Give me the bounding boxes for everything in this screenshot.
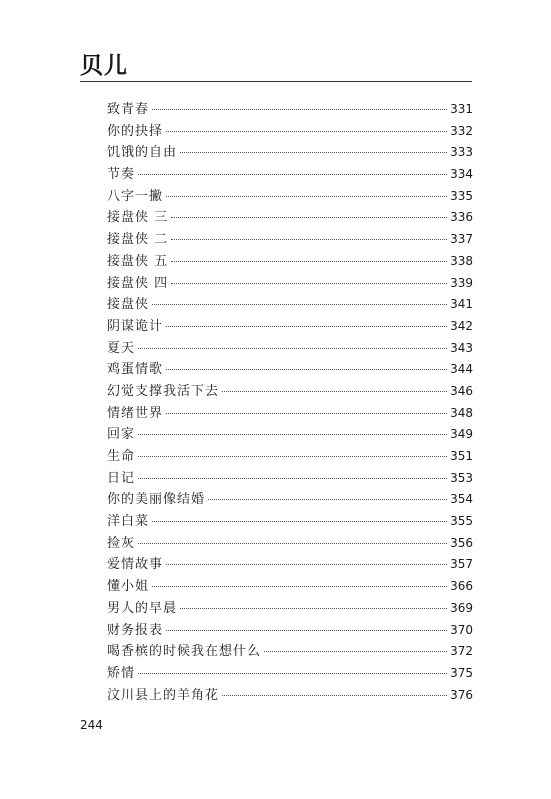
toc-entry-page: 366 xyxy=(450,579,473,594)
toc-entry xyxy=(107,141,473,163)
toc-entry-title: 饥饿的自由 xyxy=(107,145,178,161)
toc-entry-page: 341 xyxy=(450,297,473,312)
toc-entry-title: 接盘侠 xyxy=(107,297,150,313)
toc-entry xyxy=(107,553,473,575)
toc-entry-title: 接盘侠 五 xyxy=(107,253,169,269)
toc-entry-page: 339 xyxy=(450,275,473,290)
toc-entry xyxy=(107,597,473,619)
toc-entry-page: 375 xyxy=(450,665,473,680)
toc-entry-title: 阴谋诡计 xyxy=(107,318,164,334)
toc-entry-title: 幻觉支撑我活下去 xyxy=(107,383,220,399)
toc-entry-page: 351 xyxy=(450,449,473,463)
toc-entry-page: 336 xyxy=(450,210,473,225)
toc-leader-dots xyxy=(166,630,447,631)
toc-entry xyxy=(107,98,473,120)
header-rule xyxy=(80,81,472,82)
toc-entry-page: 335 xyxy=(450,188,473,203)
toc-leader-dots xyxy=(152,304,447,305)
toc-leader-dots xyxy=(138,174,447,175)
toc-leader-dots xyxy=(166,369,447,370)
toc-entry-title: 日记 xyxy=(107,470,136,486)
toc-entry xyxy=(107,358,473,380)
toc-leader-dots xyxy=(166,131,447,132)
toc-leader-dots xyxy=(152,521,447,522)
toc-entry-title: 情绪世界 xyxy=(107,405,164,421)
toc-entry-title: 矫情 xyxy=(107,665,136,681)
toc-leader-dots xyxy=(180,152,447,153)
toc-leader-dots xyxy=(171,283,447,284)
toc-entry-page: 355 xyxy=(450,514,473,529)
table-of-contents xyxy=(107,98,473,705)
toc-entry-page: 357 xyxy=(450,557,473,572)
toc-entry-title: 爱情故事 xyxy=(107,557,164,573)
toc-entry xyxy=(107,684,473,706)
section-header xyxy=(80,52,472,82)
toc-leader-dots xyxy=(166,326,447,327)
toc-entry-title: 接盘侠 二 xyxy=(107,232,169,248)
toc-entry-title: 你的抉择 xyxy=(107,123,164,139)
toc-entry xyxy=(107,575,473,597)
toc-entry xyxy=(107,250,473,272)
toc-entry-page: 348 xyxy=(450,405,473,420)
toc-entry-title: 致青春 xyxy=(107,102,150,117)
toc-entry-page: 342 xyxy=(450,318,473,333)
toc-entry-page: 369 xyxy=(450,600,473,615)
toc-entry xyxy=(107,185,473,207)
toc-entry xyxy=(107,662,473,684)
toc-entry xyxy=(107,120,473,142)
toc-entry xyxy=(107,272,473,294)
toc-entry-page: 337 xyxy=(450,232,473,247)
toc-entry-page: 338 xyxy=(450,253,473,268)
toc-leader-dots xyxy=(222,391,447,392)
toc-entry xyxy=(107,640,473,662)
toc-entry xyxy=(107,380,473,402)
toc-entry xyxy=(107,510,473,532)
toc-leader-dots xyxy=(264,651,447,652)
toc-leader-dots xyxy=(166,196,447,197)
toc-entry-page: 356 xyxy=(450,535,473,550)
toc-entry-page: 333 xyxy=(450,145,473,160)
toc-entry-title: 接盘侠 三 xyxy=(107,210,169,226)
toc-entry xyxy=(107,315,473,337)
toc-entry xyxy=(107,206,473,228)
toc-entry-title: 财务报表 xyxy=(107,622,164,638)
toc-entry xyxy=(107,532,473,554)
toc-leader-dots xyxy=(152,109,447,110)
toc-entry-title: 男人的早晨 xyxy=(107,600,178,616)
toc-entry-page: 346 xyxy=(450,383,473,398)
toc-entry-title: 接盘侠 四 xyxy=(107,275,169,291)
toc-entry-page: 343 xyxy=(450,340,473,355)
toc-entry-page: 332 xyxy=(450,123,473,138)
toc-leader-dots xyxy=(138,543,447,544)
toc-leader-dots xyxy=(171,217,447,218)
toc-entry-title: 你的美丽像结婚 xyxy=(107,492,206,508)
toc-leader-dots xyxy=(222,695,447,696)
toc-leader-dots xyxy=(166,413,447,414)
toc-entry-title: 捡灰 xyxy=(107,535,136,551)
toc-entry-title: 汶川县上的羊角花 xyxy=(107,687,220,703)
toc-leader-dots xyxy=(138,673,447,674)
page-number: 244 xyxy=(80,718,103,732)
toc-entry-page: 353 xyxy=(450,470,473,485)
toc-entry xyxy=(107,488,473,510)
toc-entry xyxy=(107,619,473,641)
toc-entry-title: 夏天 xyxy=(107,340,136,356)
toc-entry xyxy=(107,163,473,185)
toc-entry xyxy=(107,402,473,424)
toc-entry-title: 喝香槟的时候我在想什么 xyxy=(107,644,262,660)
toc-entry-title: 八字一撇 xyxy=(107,188,164,204)
toc-entry xyxy=(107,423,473,445)
toc-entry-page: 376 xyxy=(450,687,473,702)
toc-leader-dots xyxy=(208,499,447,500)
toc-entry-page: 334 xyxy=(450,167,473,182)
toc-leader-dots xyxy=(171,239,447,240)
toc-entry-page: 354 xyxy=(450,492,473,507)
toc-leader-dots xyxy=(171,261,447,262)
toc-entry-page: 344 xyxy=(450,362,473,377)
toc-entry xyxy=(107,228,473,250)
toc-leader-dots xyxy=(166,564,447,565)
toc-leader-dots xyxy=(138,456,447,457)
toc-entry-title: 洋白菜 xyxy=(107,514,150,530)
toc-entry-title: 生命 xyxy=(107,449,136,464)
toc-leader-dots xyxy=(138,478,447,479)
toc-entry-title: 节奏 xyxy=(107,167,136,183)
toc-entry xyxy=(107,467,473,489)
toc-entry xyxy=(107,445,473,467)
toc-leader-dots xyxy=(152,586,447,587)
toc-leader-dots xyxy=(138,348,447,349)
section-title: 贝儿 xyxy=(80,53,128,79)
toc-entry-title: 回家 xyxy=(107,427,136,443)
toc-entry-title: 懂小姐 xyxy=(107,579,150,595)
toc-entry xyxy=(107,293,473,315)
toc-leader-dots xyxy=(180,608,447,609)
toc-entry-page: 370 xyxy=(450,622,473,637)
toc-entry-page: 349 xyxy=(450,427,473,442)
toc-entry-page: 331 xyxy=(450,102,473,116)
toc-leader-dots xyxy=(138,434,447,435)
toc-entry xyxy=(107,337,473,359)
toc-entry-page: 372 xyxy=(450,644,473,659)
toc-entry-title: 鸡蛋情歌 xyxy=(107,362,164,378)
